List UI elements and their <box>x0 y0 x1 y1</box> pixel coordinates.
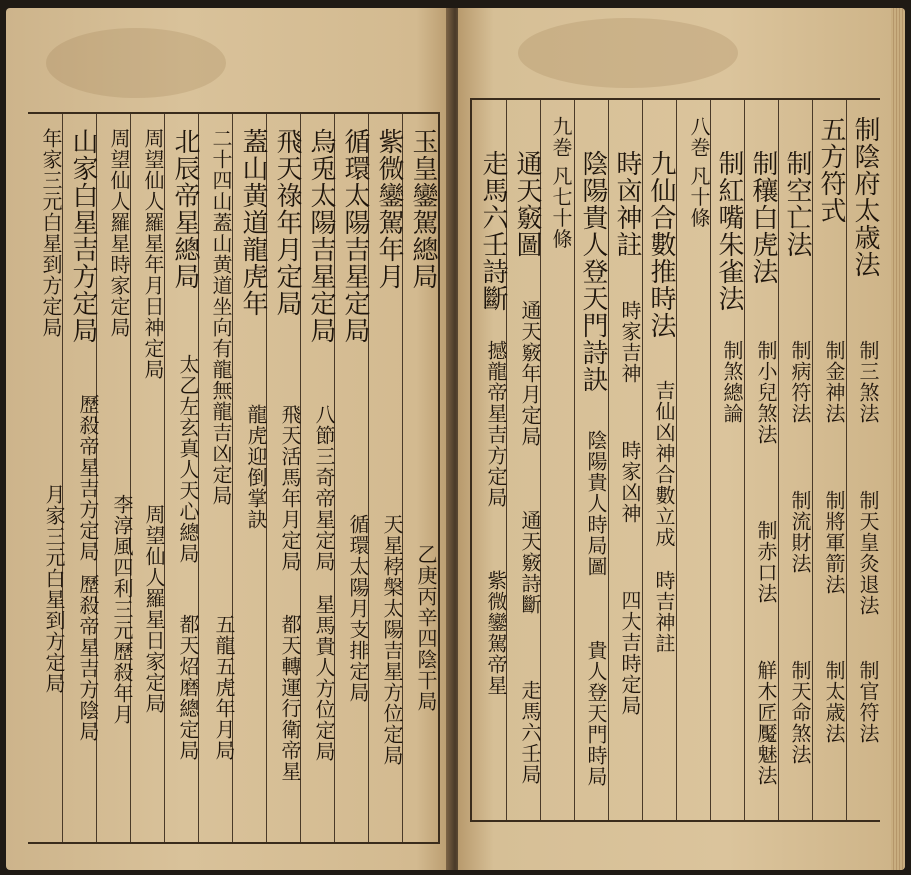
text-column: 陰陽貴人登天門詩訣 <box>578 150 608 393</box>
left-page-frame <box>28 112 440 844</box>
text-column-lower: 制天皇灸退法 <box>856 490 880 616</box>
text-column-lower: 四大吉時定局 <box>618 590 642 716</box>
text-column: 周望仙人羅星時家定局 <box>107 128 131 338</box>
text-column-lower: 制赤口法 <box>754 520 778 604</box>
text-column-lower: 陰陽貴人時局圖 <box>584 430 608 577</box>
book-spread <box>6 8 905 870</box>
text-column-lower: 制小兒煞法 <box>754 340 778 445</box>
text-column-lower: 制官符法 <box>856 660 880 744</box>
text-column-lower: 紫微鑾駕帝星 <box>484 570 508 696</box>
text-column-lower: 制太歳法 <box>822 660 846 744</box>
paper-stain <box>46 28 226 98</box>
text-column: 玉皇鑾駕總局 <box>408 128 438 290</box>
text-column-lower: 時家凶神 <box>618 440 642 524</box>
text-column: 烏兎太陽吉星定局 <box>306 128 336 344</box>
text-column-lower: 歷殺帝星吉方陰局 <box>76 574 100 742</box>
text-column-lower: 歷殺帝星吉方定局 <box>76 394 100 562</box>
text-column: 紫微鑾駕年月 <box>374 128 404 290</box>
text-column-lower: 觧木匠魘魅法 <box>754 660 778 786</box>
text-column: 蓋山黄道龍虎年 <box>238 128 268 317</box>
text-column-lower: 制流財法 <box>788 490 812 574</box>
text-column-lower: 都天轉運行衛帝星 <box>278 614 302 782</box>
text-column: 通天竅圖 <box>512 150 542 258</box>
text-column: 五方符式 <box>816 116 846 224</box>
text-column: 九仙合數推時法 <box>646 150 676 339</box>
text-column-lower: 循環太陽月支排定局 <box>346 514 370 703</box>
text-column-lower: 太乙左玄真人天心總局 <box>176 354 200 564</box>
text-column-lower: 星馬貴人方位定局 <box>312 594 336 762</box>
text-column-lower: 周望仙人羅星日家定局 <box>142 504 166 714</box>
text-column: 北辰帝星總局 <box>170 128 200 290</box>
paper-stain <box>518 18 738 88</box>
text-column-lower: 時吉神註 <box>652 570 676 654</box>
text-column: 制穰白虎法 <box>748 150 778 285</box>
text-column: 九巻 凡七十條 <box>549 116 573 250</box>
text-column: 走馬六壬詩斷 <box>478 150 508 312</box>
text-column: 年家三元白星到方定局 <box>39 128 63 338</box>
text-column: 八巻 凡十條 <box>687 116 711 229</box>
text-column-lower: 制病符法 <box>788 340 812 424</box>
text-column-lower: 通天竅詩斷 <box>518 510 542 615</box>
text-column-lower: 龍虎迎倒掌訣 <box>244 404 268 530</box>
text-column-lower: 吉仙凶神合數立成 <box>652 380 676 548</box>
text-column-lower: 制將軍箭法 <box>822 490 846 595</box>
text-column-lower: 制三煞法 <box>856 340 880 424</box>
text-column-lower: 飛天活馬年月定局 <box>278 404 302 572</box>
left-page <box>6 8 452 870</box>
text-column-lower: 乙庚丙辛四陰干局 <box>414 544 438 712</box>
text-column-lower: 通天竅年月定局 <box>518 300 542 447</box>
text-column-lower: 貴人登天門時局 <box>584 640 608 787</box>
text-column-lower: 天星桲槃太陽吉星方位定局 <box>380 514 404 766</box>
text-column-lower: 時家吉神 <box>618 300 642 384</box>
text-column: 飛天祿年月定局 <box>272 128 302 317</box>
right-page <box>458 8 905 870</box>
text-column: 周望仙人羅星年月日神定局 <box>141 128 165 380</box>
text-column-lower: 制天命煞法 <box>788 660 812 765</box>
text-column: 制陰府太歳法 <box>850 116 880 278</box>
text-column-lower: 李淳風四利三元歷殺年月 <box>110 494 134 725</box>
page-edges <box>891 8 905 870</box>
text-column: 制空亡法 <box>782 150 812 258</box>
text-column-lower: 撼龍帝星吉方定局 <box>484 340 508 508</box>
text-column-lower: 八節三奇帝星定局 <box>312 404 336 572</box>
text-column-lower: 五龍五虎年月局 <box>212 614 236 761</box>
text-column-lower: 制金神法 <box>822 340 846 424</box>
text-column: 時㐫神註 <box>612 150 642 258</box>
text-column: 二十四山蓋山黄道坐向有龍無龍吉凶定局 <box>209 128 233 506</box>
text-column-lower: 月家三元白星到方定局 <box>42 484 66 694</box>
text-column-lower: 走馬六壬局 <box>518 680 542 785</box>
text-column-lower: 制煞總論 <box>720 340 744 424</box>
text-column-lower: 都天炤磨總定局 <box>176 614 200 761</box>
right-page-frame <box>470 98 880 822</box>
text-column: 山家白星吉方定局 <box>68 128 98 344</box>
text-column: 制紅嘴朱雀法 <box>714 150 744 312</box>
text-column: 循環太陽吉星定局 <box>340 128 370 344</box>
